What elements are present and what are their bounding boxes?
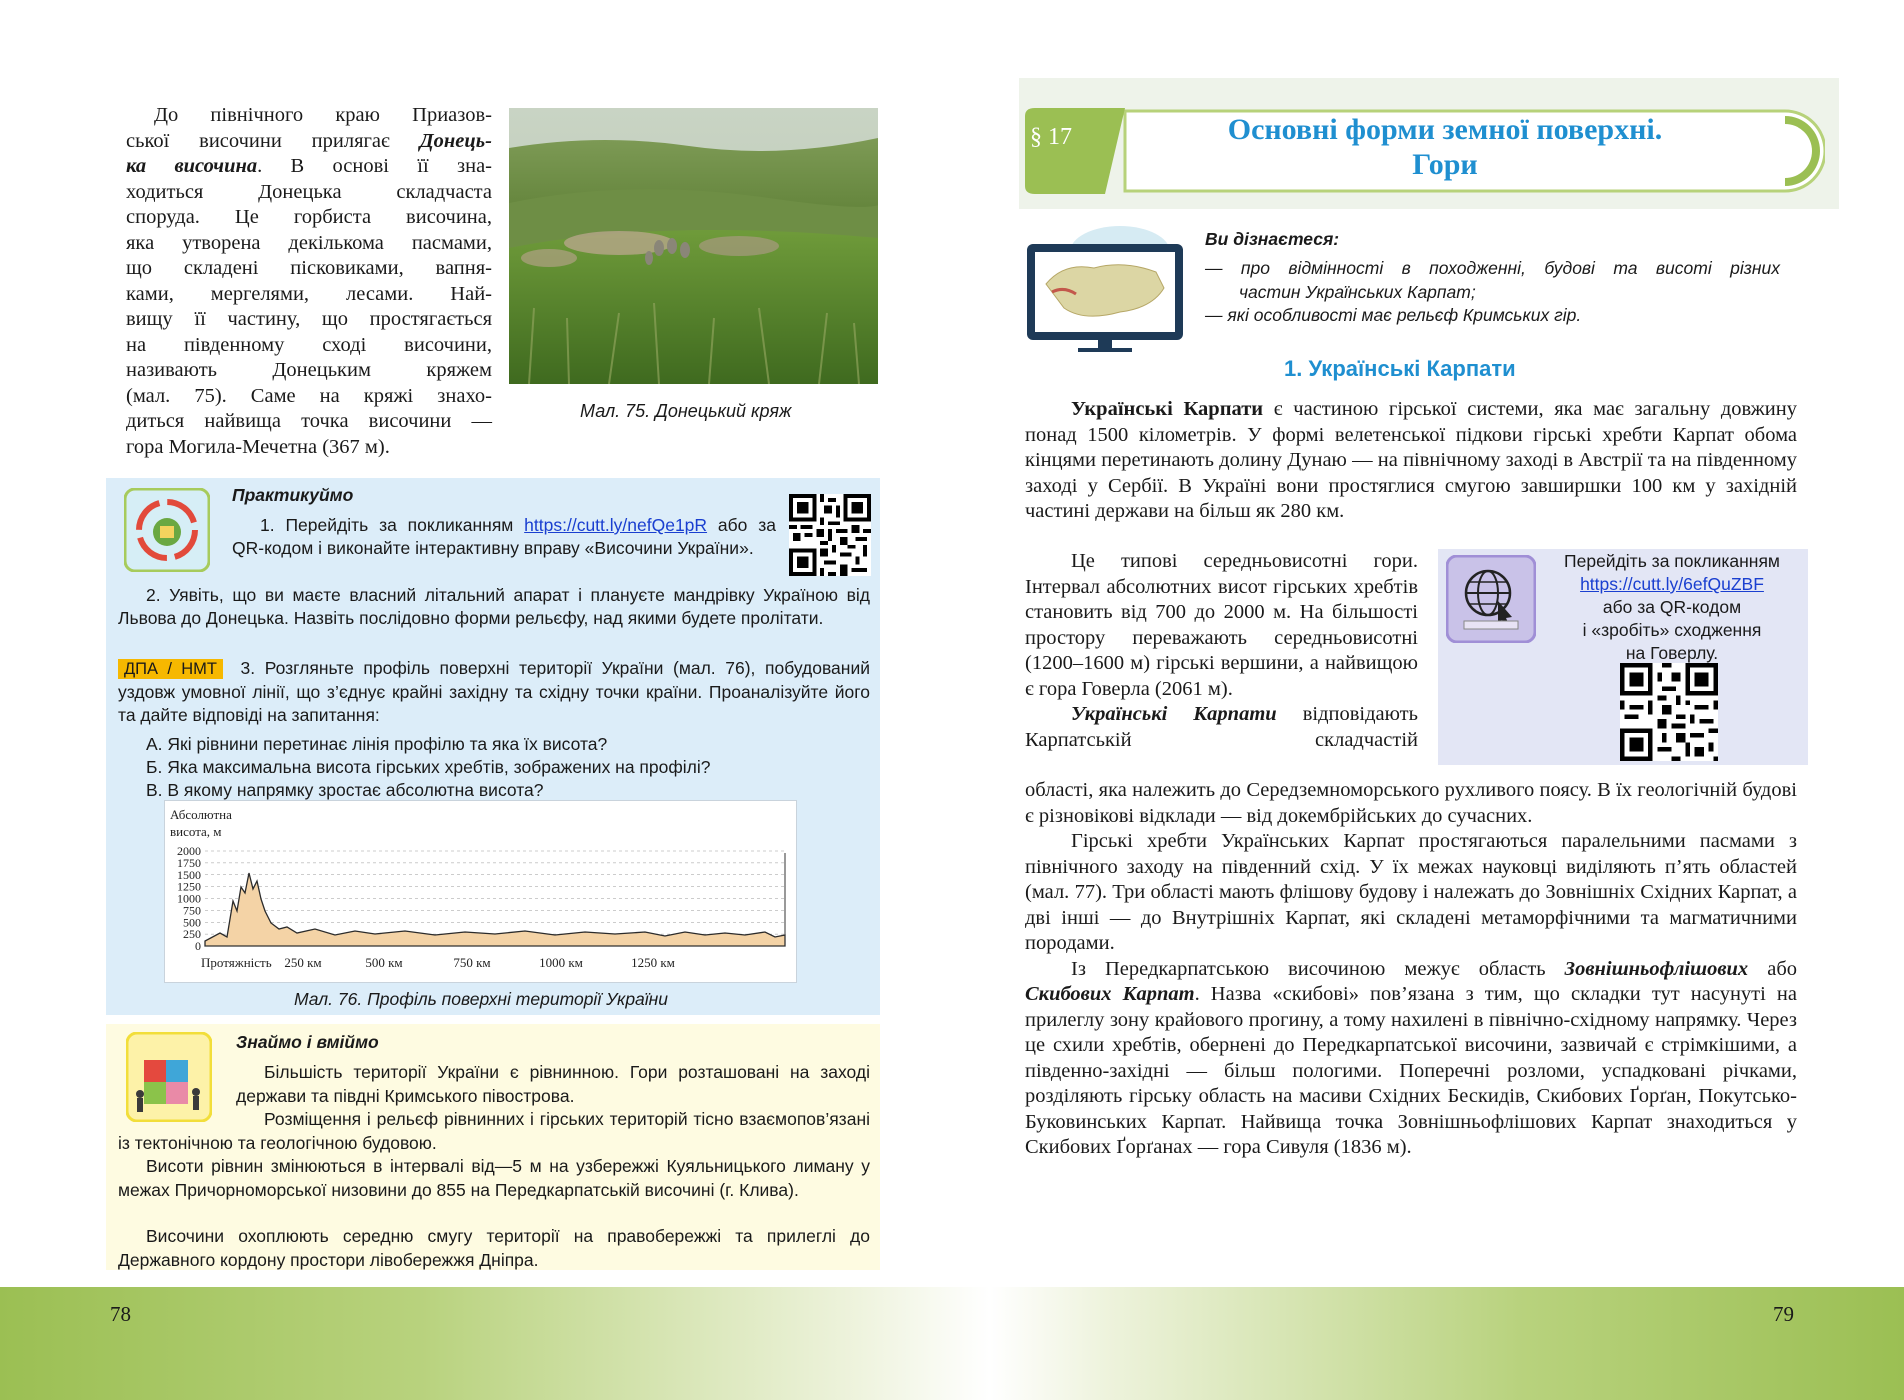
profile-xtick: 500 км bbox=[365, 955, 403, 970]
question-a: А. Які рівнини перетинає лінія профілю та яка їх висота? bbox=[146, 734, 608, 754]
page-number-right: 79 bbox=[1773, 1302, 1794, 1326]
learn-item-1b: частин Українських Карпат; bbox=[1239, 282, 1476, 302]
learn-title: Ви дізнаєтеся: bbox=[1205, 229, 1340, 249]
practice-task3: ДПА / НМТ 3. Розгляньте профіль поверхні території України (мал. 76), побудований уздовж умовної лінії, що з’єднує крайні західну та східну точки країни. Проаналізуйте його та дайте відповіді на запитання: bbox=[118, 658, 870, 725]
profile-ytick: 2000 bbox=[177, 844, 201, 858]
practice-title: Практикуймо bbox=[232, 485, 354, 505]
know-paragraph-4: Височини охоплюють середню смугу території на правобережжі та прилеглі до Державного кордону простори лівобережжя Дніпра. bbox=[118, 1226, 870, 1270]
intro-paragraph: До північного краю Приазов- ської височини прилягає Донець- ка височина. В основі її зна- ходиться Донецька складчаста споруда. Це горбиста височина, яка утворена декількома пасмами, що складені пісковиками, вапня- ками, мергелями, лесами. Най- вищу її частину, що простягається на південному сході височини, називають Донецьким кряжем (мал. 75). Саме на кряжі знахо- диться найвища точка височини — гора Могила-Мечетна (367 м). bbox=[126, 104, 492, 458]
profile-ytick: 1500 bbox=[177, 867, 201, 882]
know-box bbox=[106, 1024, 880, 1270]
monitor-map-icon bbox=[1024, 222, 1186, 354]
qr-code-hoverla[interactable] bbox=[1619, 663, 1719, 761]
qr-hoverla-box bbox=[1438, 549, 1808, 765]
know-paragraph-2: Розміщення і рельєф рівнинних і гірських територій тісно взаємопов’язані із тектонічною та геологічною будовою. bbox=[118, 1109, 870, 1153]
learn-item-1: — про відмінності в походженні, будові та висоті різних bbox=[1205, 258, 1780, 278]
globe-cursor-icon bbox=[1446, 555, 1536, 643]
question-b: Б. Яка максимальна висота гірських хребтів, зображених на профілі? bbox=[146, 757, 711, 777]
qr-box-text: Перейдіть за покликанням https://cutt.ly/6efQuZBF або за QR-кодом і «зробіть» сходження на Говерлу. bbox=[1538, 550, 1806, 665]
carpathians-paragraph-1: Українські Карпати є частиною гірської системи, яка має загальну довжину понад 1500 кілометрів. У формі велетенської підкови гірські хребти Карпат обома кінцями перетинають долину Дунаю — на північному заході в Австрії та на південному заході у Сербії. В Україні вони простяглися смугою завширшки 100 км у західній частині держави на більш як 280 км. bbox=[1025, 398, 1798, 522]
carpathians-paragraph-2: Це типові середньовисотні гори. Інтервал абсолютних висот гірських хребтів становить від 700 до 2000 м. На більшості простору переважають середньовисотні (1200–1600 м) гірські вершини, а найвищою є гора Говерла (2061 м). Українські Карпати відповідають Карпатській складчастій bbox=[1025, 550, 1418, 751]
profile-curve bbox=[205, 873, 785, 946]
profile-ytick: 500 bbox=[183, 915, 201, 930]
page-footer-band bbox=[0, 1287, 1904, 1400]
learn-item-2: — які особливості має рельєф Кримських гір. bbox=[1205, 305, 1582, 325]
profile-xtick: 750 км bbox=[453, 955, 491, 970]
qr-code-practice[interactable] bbox=[788, 494, 872, 576]
profile-ylabel-2: висота, м bbox=[170, 824, 222, 839]
know-paragraph-1: Більшість території України є рівнинною. Гори розташовані на заході держави та півдні Кримського півострова. bbox=[236, 1062, 870, 1106]
profile-ytick: 1750 bbox=[177, 855, 201, 870]
profile-ytick: 1000 bbox=[177, 891, 201, 906]
practice-link[interactable]: https://cutt.ly/nefQe1pR bbox=[524, 515, 708, 535]
profile-ytick: 0 bbox=[195, 939, 201, 953]
profile-xtick: 1250 км bbox=[631, 955, 675, 970]
profile-xtick: 250 км bbox=[284, 955, 322, 970]
profile-ytick: 250 bbox=[183, 927, 201, 942]
know-paragraph-3: Висоти рівнин змінюються в інтервалі від—5 м на узбережжі Куяльницького лиману у межах Причорноморської низовини до 855 на Передкарпатській височині (г. Клива). bbox=[118, 1156, 870, 1200]
practice-task1: 1. Перейдіть за покликанням https://cutt.ly/nefQe1pR або за QR-кодом і виконайте інтерактивну вправу «Височини України». bbox=[232, 515, 776, 558]
question-c: В. В якому напрямку зростає абсолютна висота? bbox=[146, 780, 544, 800]
profile-ytick: 750 bbox=[183, 903, 201, 918]
carpathians-paragraph-3: області, яка належить до Середземноморського рухливого поясу. В їх геологічній будові є різновікові відклади — від докембрійських до сучасних. Гірські хребти Українських Карпат простягаються паралельними пасмами з північного заходу на південний схід. У їх межах науковці виділяють п’ять областей (мал. 77). Три області мають флішову будову і належать до Зовнішніх Східних Карпат, а дві інші — до Внутрішніх Карпат, які складені метаморфічними та магматичними породами. Із Передкарпатською височиною межує область Зовнішньофлішових або Скибових Карпат. Назва «скибові» пов’язана з тим, що складки тут насунуті на прилеглу зону крайового прогину, а тому нахилені в північно-східному напрямку. Через це схили хребтів, обернені до Передкарпатської височини, зазвичай є стрімкішими, а південно-західні — більш пологими. Поперечні розломи, успадковані річками, розділяють гірську область на масиви Східних Бескидів, Скибових Ґорґан, Покутсько-Буковинських Карпат. Найвища точка Зовнішньофлішових Карпат знаходиться у Скибових Ґорґанах — гора Сивуля (1836 м). bbox=[1025, 779, 1798, 1158]
surface-profile-chart bbox=[164, 800, 797, 983]
know-title: Знаймо і вміймо bbox=[236, 1032, 379, 1052]
page-number-left: 78 bbox=[110, 1302, 131, 1326]
page-title: Основні форми земної поверхні. Гори bbox=[1227, 113, 1663, 181]
profile-xlabel: Протяжність bbox=[201, 955, 272, 970]
practice-recycle-icon bbox=[124, 488, 210, 572]
section-number: § 17 bbox=[1030, 124, 1072, 150]
fig75-caption: Мал. 75. Донецький кряж bbox=[580, 401, 792, 421]
practice-task2: 2. Уявіть, що ви маєте власний літальний апарат і плануєте мандрівку Україною від Львова до Донецька. Назвіть послідовно форми рельєфу, над якими будете пролітати. bbox=[118, 585, 870, 628]
profile-xtick: 1000 км bbox=[539, 955, 583, 970]
profile-ylabel-1: Абсолютна bbox=[170, 807, 232, 822]
fig76-caption: Мал. 76. Профіль поверхні території України bbox=[294, 989, 669, 1009]
hoverla-link[interactable]: https://cutt.ly/6efQuZBF bbox=[1580, 574, 1764, 594]
donetsk-ridge-photo bbox=[509, 108, 878, 384]
section-heading: 1. Українські Карпати bbox=[1284, 356, 1516, 381]
dpa-nmt-badge: ДПА / НМТ bbox=[118, 659, 223, 679]
profile-ytick: 1250 bbox=[177, 879, 201, 894]
